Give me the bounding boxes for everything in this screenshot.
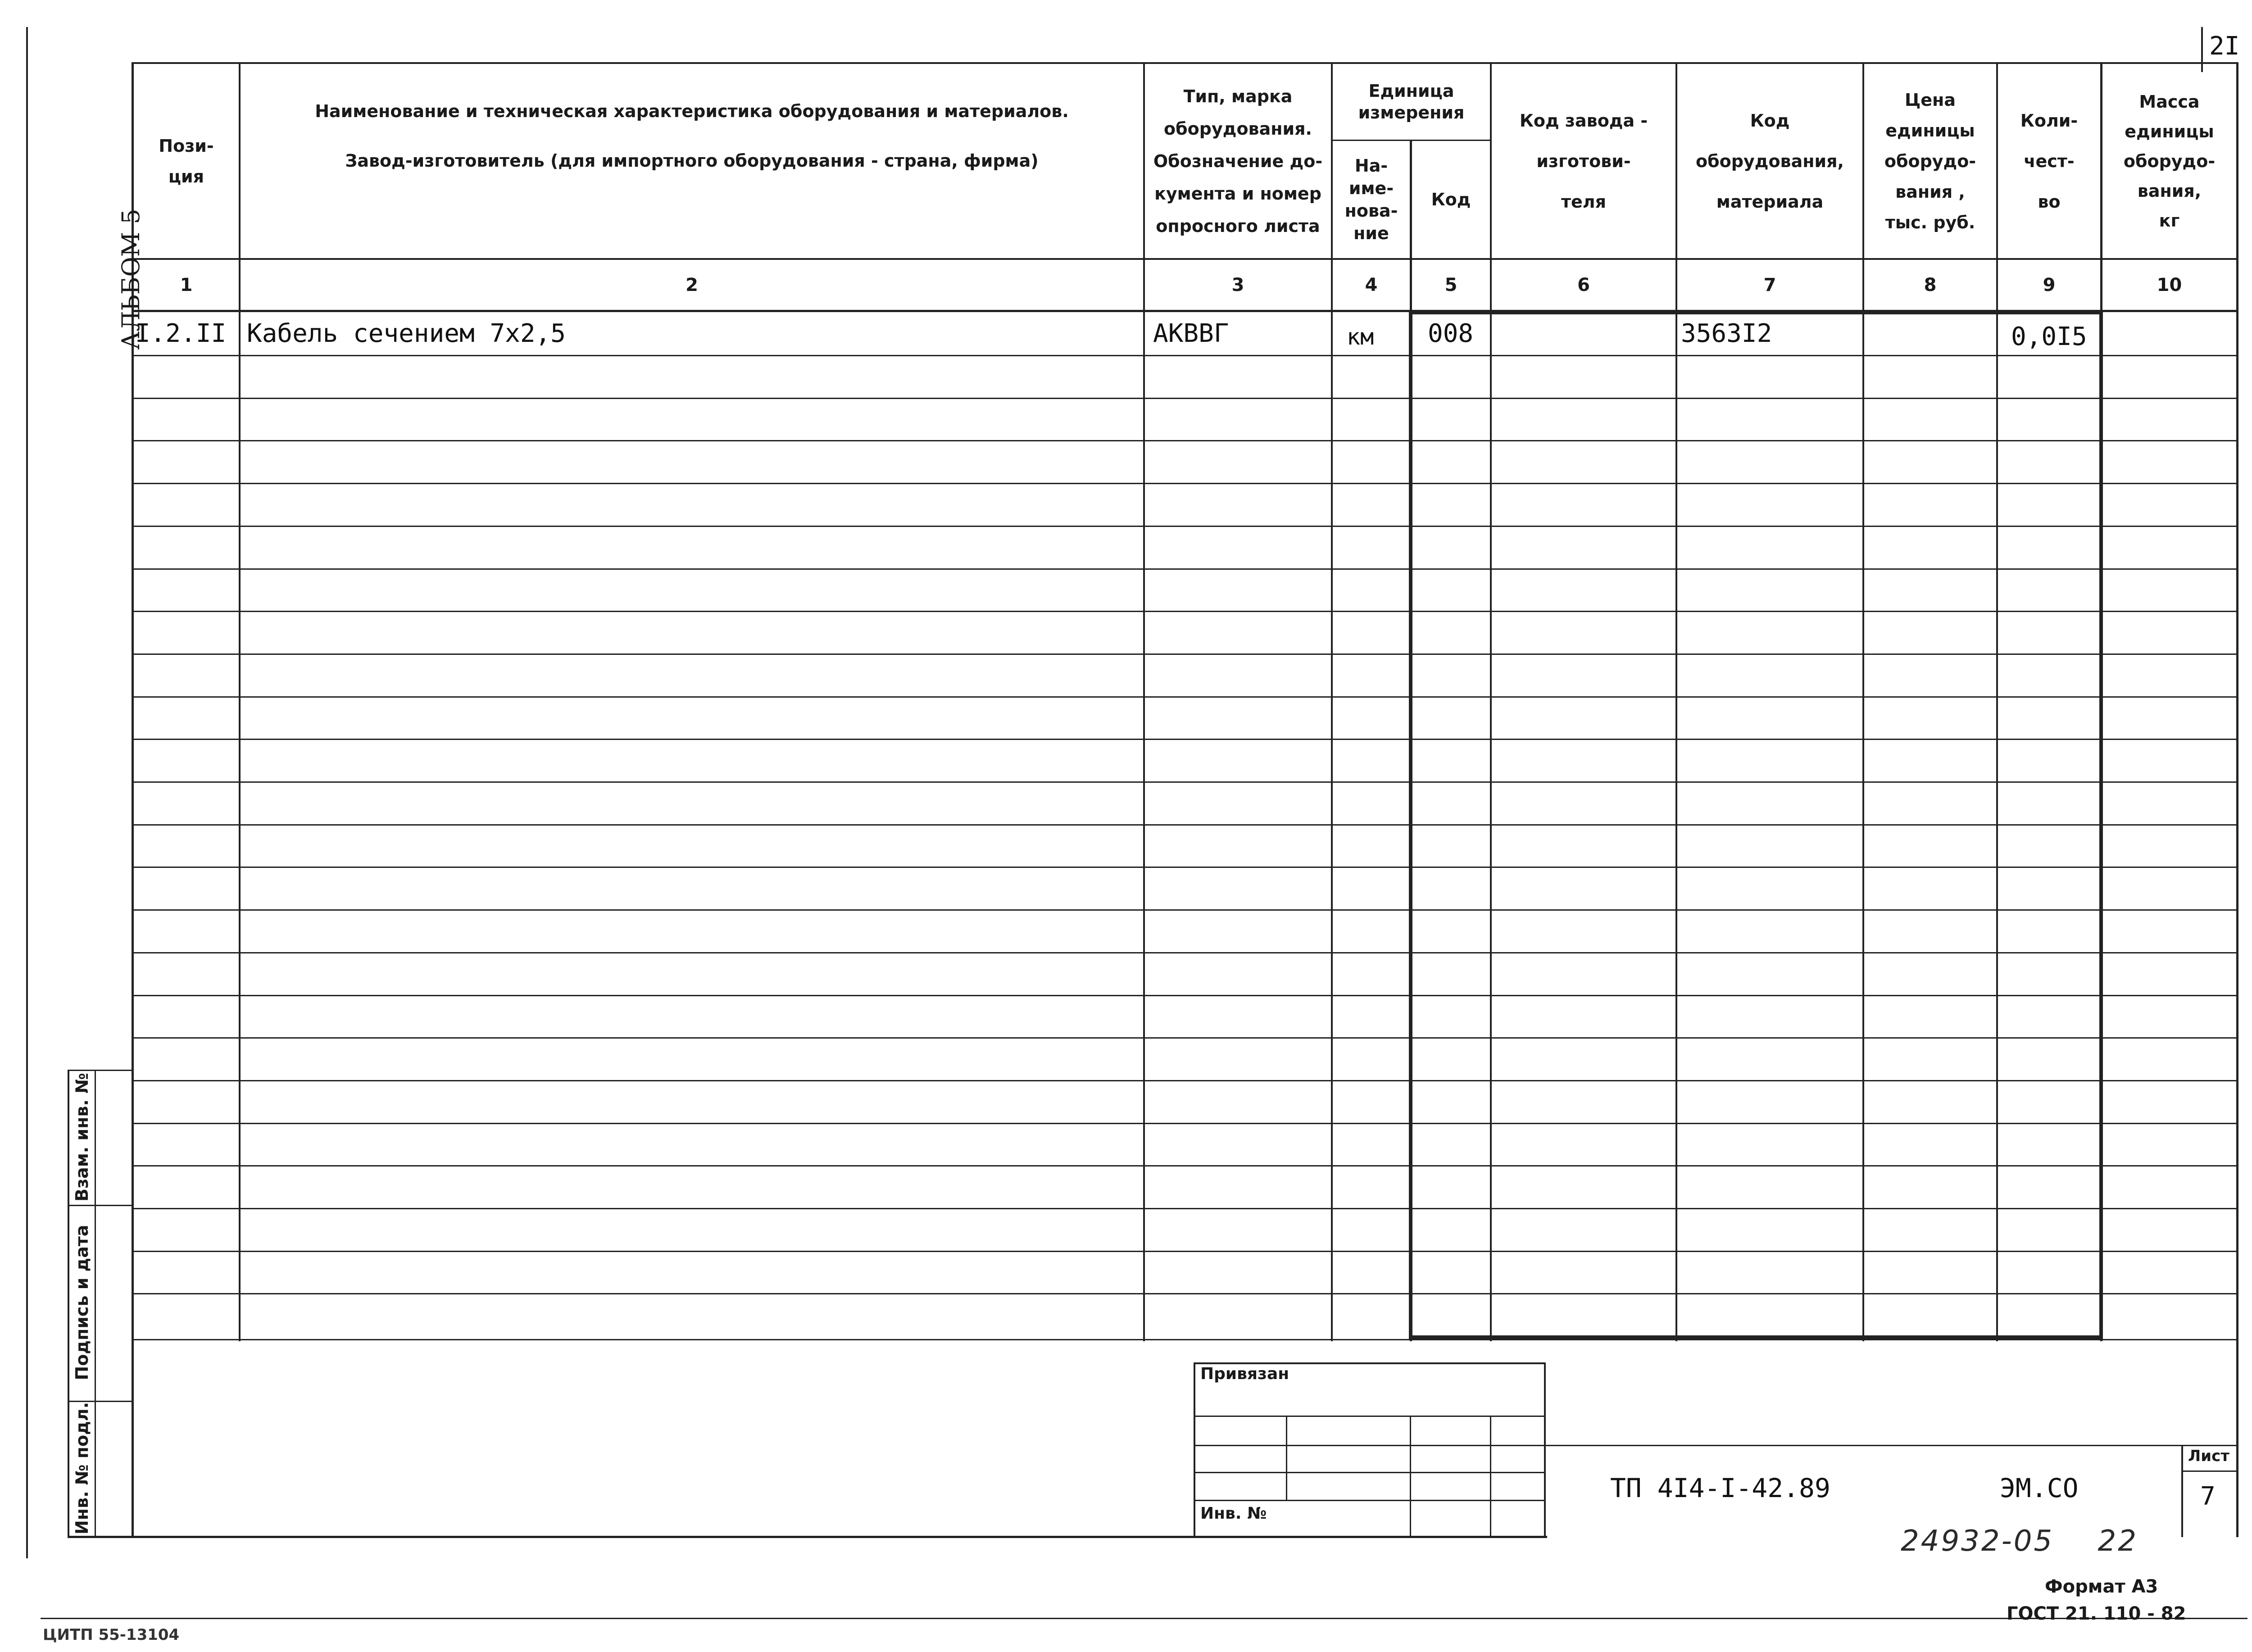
inv-no-label: Инв. № xyxy=(1200,1504,1267,1523)
row-rule xyxy=(132,440,2238,441)
privyazan-top xyxy=(1194,1362,1546,1364)
list-box-sep xyxy=(2181,1470,2238,1472)
table-bottom xyxy=(68,1536,1547,1538)
row-rule xyxy=(132,781,2238,783)
row-rule xyxy=(132,398,2238,399)
privyazan-v2 xyxy=(1410,1416,1411,1537)
doc-code: ТП 4I4-I-42.89 xyxy=(1610,1473,1830,1503)
colnum-8: 8 xyxy=(1924,274,1937,295)
stamp-inv-label: Инв. № подл. xyxy=(72,1402,92,1535)
header-position: Пози- ция xyxy=(159,136,214,186)
row-rule xyxy=(132,696,2238,698)
colnum-9: 9 xyxy=(2043,274,2056,295)
doc-suffix: ЭМ.СО xyxy=(2000,1473,2079,1503)
row-rule xyxy=(132,1037,2238,1039)
header-plant-code: Код завода - изготови- теля xyxy=(1519,110,1648,212)
privyazan-v1 xyxy=(1286,1416,1287,1500)
list-box-left xyxy=(2181,1445,2183,1537)
album-label: АЛЬБОМ 5 xyxy=(116,209,145,350)
header-unit-group: Единица измерения xyxy=(1358,81,1465,123)
row1-position: I.2.II xyxy=(135,319,227,348)
row1-unit-name: км xyxy=(1347,323,1374,350)
row1-price xyxy=(1869,312,1996,355)
colnum-2: 2 xyxy=(686,274,698,295)
code-block-top xyxy=(1546,1445,2238,1446)
row-rule xyxy=(132,867,2238,868)
privyazan-v3 xyxy=(1490,1416,1491,1537)
thick-region-bottom xyxy=(1410,1335,2102,1339)
row-rule xyxy=(132,1080,2238,1081)
colnum-1: 1 xyxy=(180,274,193,295)
row-rule xyxy=(132,611,2238,612)
stamp-vzam-label: Взам. инв. № xyxy=(72,1073,92,1202)
row-rule xyxy=(132,995,2238,996)
stamp-podpis-label: Подпись и дата xyxy=(72,1225,92,1380)
gost-label: ГОСТ 21. 110 - 82 xyxy=(2007,1603,2186,1624)
row-rule xyxy=(132,824,2238,826)
header-price: Цена единицы оборудо- вания , тыс. руб. xyxy=(1884,90,1976,232)
colnum-5: 5 xyxy=(1444,274,1457,295)
colnum-7: 7 xyxy=(1763,274,1776,295)
privyazan-h3 xyxy=(1194,1472,1546,1473)
colnum-6: 6 xyxy=(1577,274,1590,295)
row1-quantity: 0,0I5 xyxy=(2011,322,2087,351)
row1-plant-code xyxy=(1500,312,1675,355)
colnum-4: 4 xyxy=(1365,274,1378,295)
row-rule xyxy=(132,952,2238,953)
row-rule xyxy=(132,739,2238,740)
bottom-left-code: ЦИТП 55-13104 xyxy=(43,1626,180,1644)
row-rule xyxy=(132,568,2238,570)
privyazan-right xyxy=(1544,1362,1546,1537)
title-divider xyxy=(132,1339,2238,1340)
privyazan-h4 xyxy=(1194,1500,1546,1501)
privyazan-h2 xyxy=(1194,1445,1546,1446)
row1-unit-code: 008 xyxy=(1428,319,1474,348)
colnum-10: 10 xyxy=(2157,274,2182,295)
list-number: 7 xyxy=(2200,1482,2216,1511)
row1-equipment-code: 3563I2 xyxy=(1681,319,1772,348)
row-rule xyxy=(132,1293,2238,1294)
list-label: Лист xyxy=(2188,1447,2229,1465)
row-rule xyxy=(132,526,2238,527)
table-right xyxy=(2236,62,2238,1537)
row1-name: Кабель сечением 7х2,5 xyxy=(247,319,566,348)
left-margin-line xyxy=(26,27,28,1558)
row-rule xyxy=(132,1251,2238,1252)
header-type: Тип, марка оборудования. Обозначение до- кумента и номер опросного листа xyxy=(1153,86,1323,236)
privyazan-h1 xyxy=(1194,1416,1546,1417)
format-label: Формат А3 xyxy=(2045,1576,2158,1597)
row-rule xyxy=(132,909,2238,911)
colnum-3: 3 xyxy=(1231,274,1244,295)
sheet-number-top: 2I xyxy=(2209,32,2240,61)
col-line-1 xyxy=(239,62,241,1341)
row-rule xyxy=(132,483,2238,484)
header-unit-name: На- име- нова- ние xyxy=(1344,156,1398,243)
privyazan-label: Привязан xyxy=(1200,1365,1289,1383)
header-quantity: Коли- чест- во xyxy=(2020,110,2078,212)
row-rule xyxy=(132,1165,2238,1166)
bottom-margin-line xyxy=(41,1618,2247,1619)
privyazan-left xyxy=(1194,1362,1195,1537)
header-name: Наименование и техническая характеристика оборудования и материалов. Завод-изготовитель (для импортного оборудования - страна, фирма) xyxy=(315,101,1069,171)
row-rule xyxy=(132,654,2238,655)
header-mass: Масса единицы оборудо- вания, кг xyxy=(2123,91,2216,231)
handwritten-number: 24932-05 22 xyxy=(1901,1525,2138,1558)
row-rule xyxy=(132,1208,2238,1209)
row1-mass xyxy=(2108,312,2236,355)
header-unit-code: Код xyxy=(1431,190,1471,209)
row-rule xyxy=(132,355,2238,356)
row-rule xyxy=(132,1123,2238,1124)
stamp-sep-1 xyxy=(68,1205,133,1206)
row1-type: АКВВГ xyxy=(1153,319,1229,348)
header-equipment-code: Код оборудования, материала xyxy=(1696,110,1844,212)
